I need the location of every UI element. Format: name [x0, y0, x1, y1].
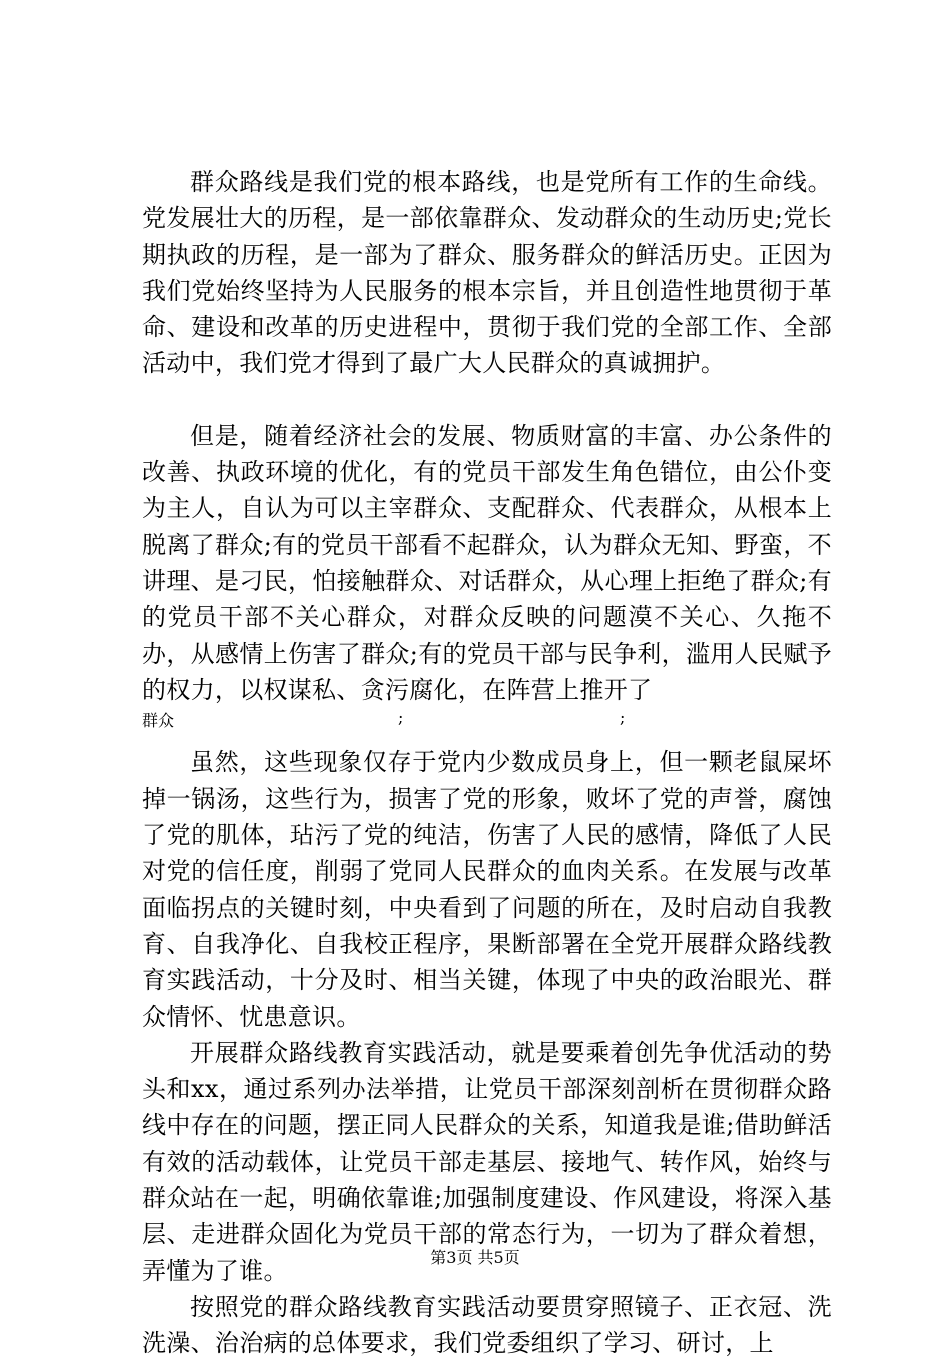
- page-footer: 第3页 共5页: [430, 1248, 520, 1267]
- stray-semicolon: ;: [398, 708, 404, 728]
- document-body: [142, 164, 832, 1362]
- paragraph-5: 按照党的群众路线教育实践活动要贯穿照镜子、正衣冠、洗洗澡、治治病的总体要求，我们党委组织了学习、研讨，上: [142, 1292, 832, 1358]
- paragraph-3: 虽然，这些现象仅存于党内少数成员身上，但一颗老鼠屎坏掉一锅汤，这些行为，损害了党的形象，败坏了党的声誉，腐蚀了党的肌体，玷污了党的纯洁，伤害了人民的感情，降低了人民对党的信任度，削弱了党同人民群众的血肉关系。在发展与改革面临拐点的关键时刻，中央看到了问题的所在，及时启动自我教育、自我净化、自我校正程序，果断部署在全党开展群众路线教育实践活动，十分及时、相当关键，体现了中央的政治眼光、群众情怀、忧患意识。: [142, 748, 832, 1031]
- paragraph-2-tail-text: 群众: [142, 711, 175, 731]
- paragraph-4: 开展群众路线教育实践活动，就是要乘着创先争优活动的势头和xx，通过系列办法举措，让党员干部深刻剖析在贯彻群众路线中存在的问题，摆正同人民群众的关系，知道我是谁;借助鲜活有效的活动载体，让党员干部走基层、接地气、转作风，始终与群众站在一起，明确依靠谁;加强制度建设、作风建设，将深入基层、走进群众固化为党员干部的常态行为，一切为了群众着想，弄懂为了谁。: [142, 1038, 832, 1285]
- stray-semicolon: ;: [620, 708, 626, 728]
- paragraph-2: 但是，随着经济社会的发展、物质财富的丰富、办公条件的改善、执政环境的优化，有的党员干部发生角色错位，由公仆变为主人，自认为可以主宰群众、支配群众、代表群众，从根本上脱离了群众;有的党员干部看不起群众，认为群众无知、野蛮，不讲理、是刁民，怕接触群众、对话群众，从心理上拒绝了群众;有的党员干部不关心群众，对群众反映的问题漠不关心、久拖不办，从感情上伤害了群众;有的党员干部与民争利，滥用人民赋予的权力，以权谋私、贪污腐化，在阵营上推开了: [142, 421, 832, 704]
- paragraph-1: 群众路线是我们党的根本路线，也是党所有工作的生命线。党发展壮大的历程，是一部依靠群众、发动群众的生动历史;党长期执政的历程，是一部为了群众、服务群众的鲜活历史。正因为我们党始终坚持为人民服务的根本宗旨，并且创造性地贯彻于革命、建设和改革的历史进程中，贯彻于我们党的全部工作、全部活动中，我们党才得到了最广大人民群众的真诚拥护。: [142, 168, 832, 378]
- paragraph-2-tail-line: [142, 708, 832, 744]
